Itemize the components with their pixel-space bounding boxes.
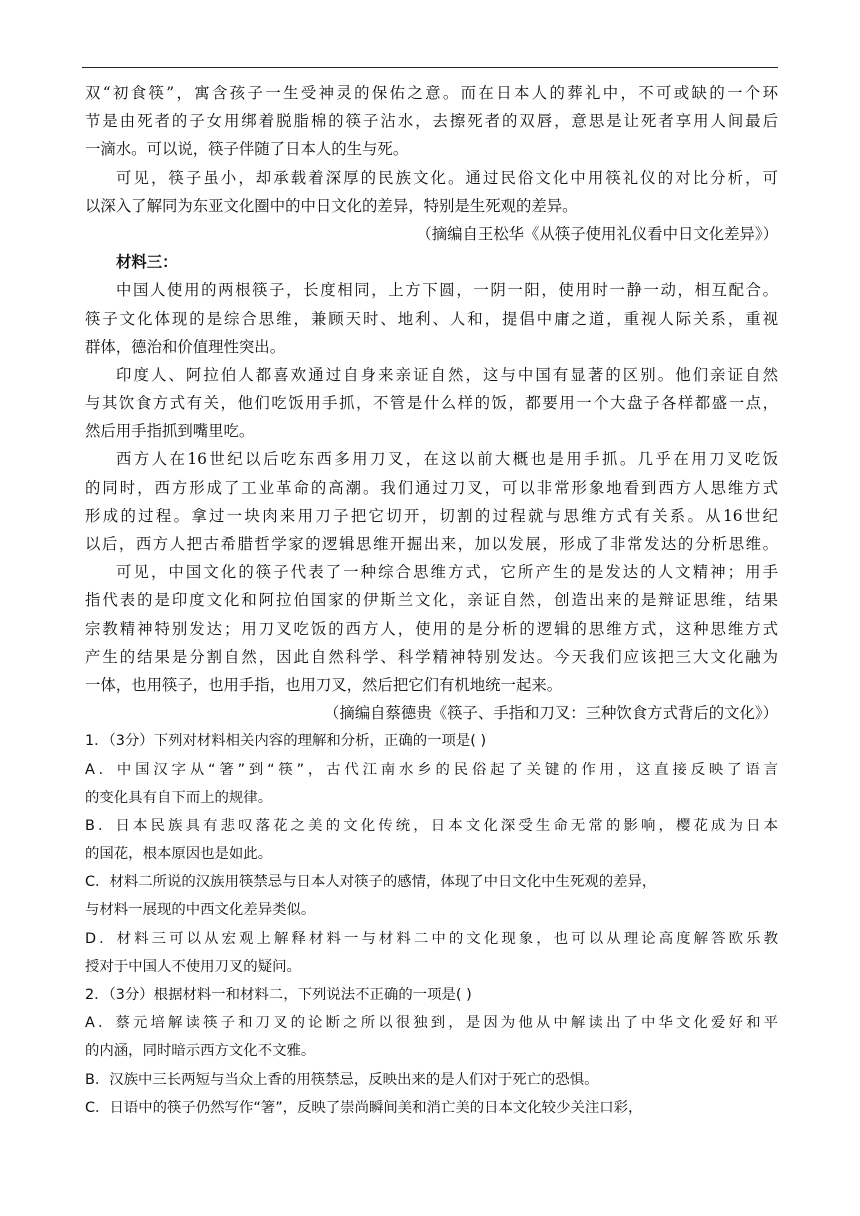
question-1-option-b: B．日本民族具有悲叹落花之美的文化传统，日本文化深受生命无常的影响，樱花成为日本: [85, 817, 778, 834]
paragraph-line: 以深入了解同为东亚文化圈中的中日文化的差异，特别是生死观的差异。: [85, 196, 578, 215]
source-citation: （摘编自蔡德贵《筷子、手指和刀叉：三种饮食方式背后的文化》）: [323, 704, 778, 723]
paragraph-line: 中国人使用的两根筷子，长度相同，上方下圆，一阴一阳，使用时一静一动，相互配合。: [116, 281, 778, 300]
paragraph-line: 与其饮食方式有关，他们吃饭用手抓，不管是什么样的饭，都要用一个大盘子各样都盛一点，: [85, 394, 778, 413]
paragraph-line: 筷子文化体现的是综合思维，兼顾天时、地利、人和，提倡中庸之道，重视人际关系，重视: [85, 309, 778, 328]
paragraph-line: 节是由死者的子女用绑着脱脂棉的筷子沾水，去擦死者的双唇，意思是让死者享用人间最后: [85, 112, 778, 131]
question-1-option-b-cont: 的国花，根本原因也是如此。: [85, 846, 273, 863]
paragraph-line: 一体，也用筷子，也用手指，也用刀叉，然后把它们有机地统一起来。: [85, 675, 563, 694]
paragraph-line: 产生的结果是分割自然，因此自然科学、科学精神特别发达。今天我们应该把三大文化融为: [85, 647, 778, 666]
paragraph-line: 以后，西方人把古希腊哲学家的逻辑思维开掘出来，加以发展，形成了非常发达的分析思维。: [85, 535, 778, 553]
question-1-option-d: D．材料三可以从宏观上解释材料一与材料二中的文化现象，也可以从理论高度解答欧乐教: [85, 930, 778, 947]
paragraph-line: 可见，筷子虽小，却承载着深厚的民族文化。通过民俗文化中用筷礼仪的对比分析，可: [116, 168, 778, 187]
question-2-stem: 2．（3分）根据材料一和材料二，下列说法不正确的一项是( ): [85, 987, 472, 1003]
question-1-stem: 1．（3分）下列对材料相关内容的理解和分析，正确的一项是( ): [85, 733, 487, 750]
paragraph-line: 双“初食筷”，寓含孩子一生受神灵的保佑之意。而在日本人的葬礼中，不可或缺的一个环: [85, 84, 778, 102]
paragraph-line: 西方人在16世纪以后吃东西多用刀叉，在这以前大概也是用手抓。几乎在用刀叉吃饭: [116, 450, 778, 469]
paragraph-line: 然后用手指抓到嘴里吃。: [85, 422, 255, 441]
question-1-option-d-cont: 授对于中国人不使用刀叉的疑问。: [85, 958, 301, 975]
header-rule: [82, 67, 778, 68]
question-2-option-c: C．日语中的筷子仍然写作“箸”，反映了崇尚瞬间美和消亡美的日本文化较少关注口彩，: [85, 1099, 643, 1116]
question-1-option-c: C．材料二所说的汉族用筷禁忌与日本人对筷子的感情，体现了中日文化中生死观的差异，: [85, 874, 657, 891]
source-citation: （摘编自王松华《从筷子使用礼仪看中日文化差异》）: [416, 224, 778, 243]
question-2-option-a-cont: 的内涵，同时暗示西方文化不文雅。: [85, 1043, 316, 1060]
question-1-option-c-cont: 与材料一展现的中西文化差异类似。: [85, 902, 316, 919]
section-heading: 材料三：: [116, 253, 178, 272]
paragraph-line: 可见，中国文化的筷子代表了一种综合思维方式，它所产生的是发达的人文精神；用手: [116, 563, 778, 582]
question-2-option-b: B．汉族中三长两短与当众上香的用筷禁忌，反映出来的是人们对于死亡的恐惧。: [85, 1071, 599, 1088]
paragraph-line: 的同时，西方形成了工业革命的高潮。我们通过刀叉，可以非常形象地看到西方人思维方式: [85, 478, 778, 497]
paragraph-line: 宗教精神特别发达；用刀叉吃饭的西方人，使用的是分析的逻辑的思维方式，这种思维方式: [85, 619, 778, 638]
paragraph-line: 群体，德治和价值理性突出。: [85, 337, 286, 356]
paragraph-line: 形成的过程。拿过一块肉来用刀子把它切开，切割的过程就与思维方式有关系。从16世纪: [85, 506, 778, 525]
document-body: [85, 79, 778, 1122]
question-2-option-a: A．蔡元培解读筷子和刀叉的论断之所以很独到，是因为他从中解读出了中华文化爱好和平: [85, 1015, 778, 1032]
question-1-option-a: A．中国汉字从“箸”到“筷”，古代江南水乡的民俗起了关键的作用，这直接反映了语言: [85, 761, 778, 778]
paragraph-line: 印度人、阿拉伯人都喜欢通过自身来亲证自然，这与中国有显著的区别。他们亲证自然: [116, 365, 778, 384]
paragraph-line: 指代表的是印度文化和阿拉伯国家的伊斯兰文化，亲证自然，创造出来的是辩证思维，结果: [85, 591, 778, 610]
question-1-option-a-cont: 的变化具有自下而上的规律。: [85, 789, 273, 806]
paragraph-line: 一滴水。可以说，筷子伴随了日本人的生与死。: [85, 140, 409, 159]
